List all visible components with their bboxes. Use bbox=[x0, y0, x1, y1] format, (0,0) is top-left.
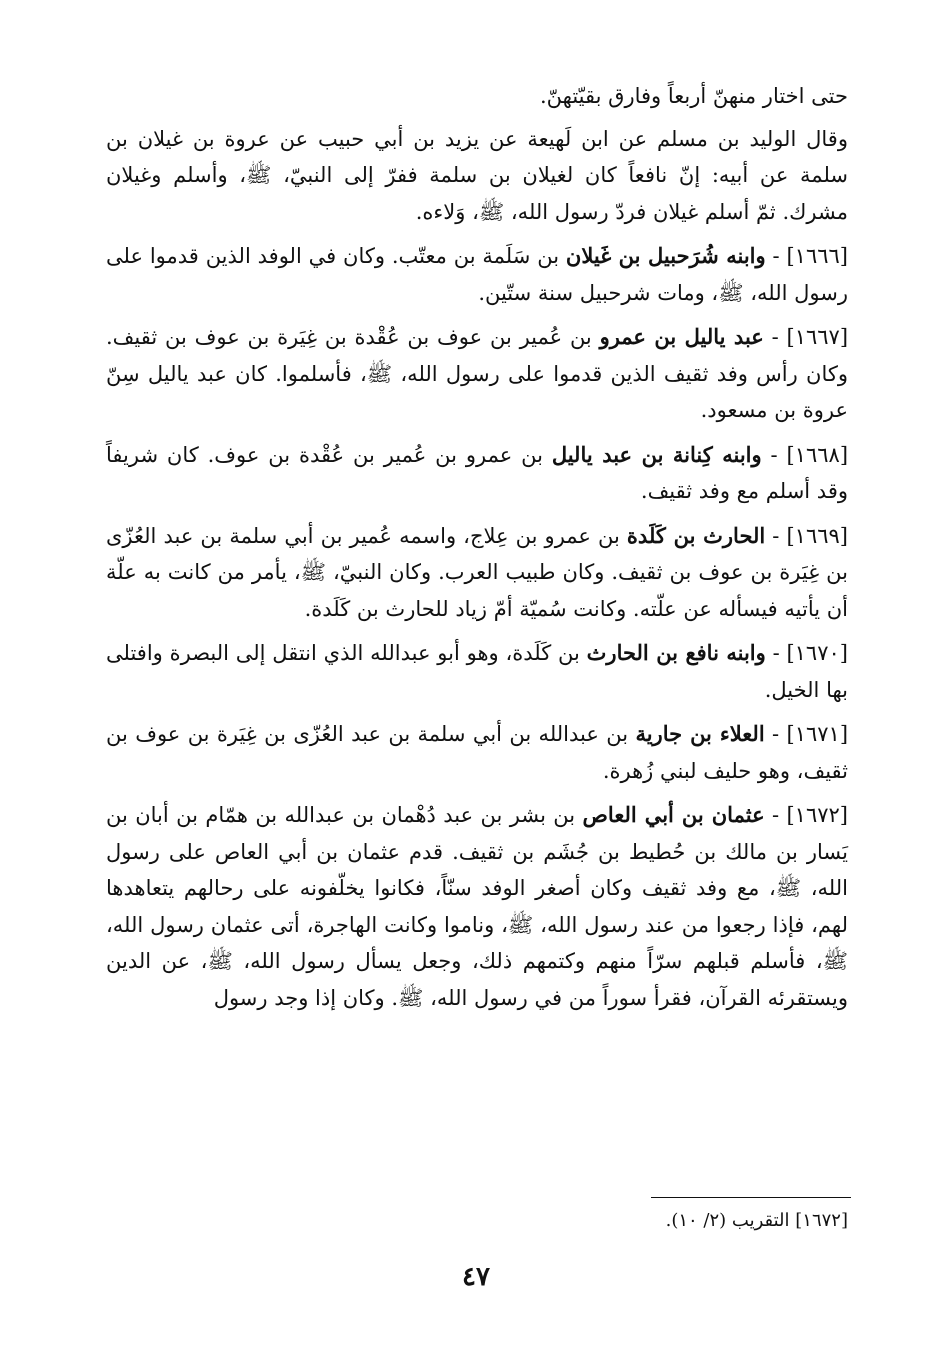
entry-text: بن كَلَدة، وهو أبو عبدالله الذي انتقل إلى البصرة وافتلى بها الخيل. bbox=[106, 641, 848, 702]
entry-text: بن عُمير بن عوف بن عُقْدة بن غِيَرة بن عوف بن ثقيف. وكان رأس وفد ثقيف الذين قدموا على رسول الله، ﷺ، فأسلموا. كان عبد ياليل سِنّ عروة بن مسعود. bbox=[106, 325, 848, 422]
entry-number: [١٦٦٦] - bbox=[765, 244, 848, 268]
entry-1672 bbox=[106, 797, 848, 1016]
entry-text: بن عبدالله بن أبي سلمة بن عبد العُزّى بن غِيَرة بن عوف بن ثقيف، وهو حليف لبني زُهرة. bbox=[106, 722, 848, 783]
entry-name: الحارث بن كَلَدة bbox=[626, 522, 766, 548]
entry-number: [١٦٧١] - bbox=[764, 722, 849, 746]
paragraph-continuation bbox=[106, 78, 848, 115]
entry-number: [١٦٦٩] - bbox=[765, 523, 848, 548]
page-number: ٤٧ bbox=[462, 1262, 490, 1292]
paragraph-text: حتى اختار منهنّ أربعاً وفارق بقيّتهنّ. bbox=[540, 84, 848, 108]
paragraph-text: وقال الوليد بن مسلم عن ابن لَهيعة عن يزيد بن أبي حبيب عن عروة بن غيلان بن سلمة عن أبيه: إنّ نافعاً كان لغيلان بن سلمة ففرّ إلى النبيّ، ﷺ، وأسلم وغيلان مشرك. ثمّ أسلم غيلان فردّ رسول الله، ﷺ، وَلاءه. bbox=[106, 126, 848, 224]
entry-1666 bbox=[106, 238, 848, 311]
entry-number: [١٦٦٧] - bbox=[763, 325, 849, 349]
entry-text: بن عمرو بن عُمير بن عُقْدة بن عوف. كان شريفاً وقد أسلم مع وفد ثقيف. bbox=[106, 442, 848, 503]
entry-name: وابنه نافع بن الحارث bbox=[586, 640, 766, 665]
paragraph-narration bbox=[106, 121, 848, 231]
entry-1670 bbox=[106, 635, 848, 708]
entry-1671 bbox=[106, 716, 848, 789]
footnote bbox=[400, 1208, 848, 1234]
main-text bbox=[106, 78, 848, 1024]
entry-number: [١٦٧٢] - bbox=[764, 803, 848, 827]
entry-1668 bbox=[106, 437, 848, 510]
entry-name: وابنه كِنانة بن عبد ياليل bbox=[551, 441, 762, 467]
entry-name: وابنه شُرَحبيل بن غَيلان bbox=[565, 243, 766, 268]
entry-text: بن عمرو بن عِلاج، واسمه عُمير بن أبي سلمة بن عبد العُزّى بن غِيَرة بن عوف بن ثقيف. وكان طبيب العرب. وكان النبيّ، ﷺ، يأمر من كانت به علّة أن يأتيه فيسأله عن علّته. وكانت سُميّة أمّ زياد للحارث بن كَلَدة. bbox=[106, 523, 848, 621]
entry-1669 bbox=[106, 518, 848, 628]
footnote-text: [١٦٧٢] التقريب (٢/ ١٠). bbox=[665, 1210, 848, 1231]
entry-1667 bbox=[106, 319, 848, 429]
entry-number: [١٦٧٠] - bbox=[765, 641, 848, 665]
entry-name: عبد ياليل بن عمرو bbox=[599, 324, 764, 349]
entry-text: بن سَلَمة بن معتّب. وكان في الوفد الذين قدموا على رسول الله، ﷺ، ومات شرحبيل سنة ستّين. bbox=[106, 244, 848, 305]
footnote-divider bbox=[651, 1197, 851, 1198]
entry-text: بن بشر بن عبد دُهْمان بن عبدالله بن همّام بن أبان بن يَسار بن مالك بن حُطيط بن جُشَم بن ثقيف. قدم عثمان بن أبي العاص على رسول الله، ﷺ، مع وفد ثقيف وكان أصغر الوفد سنّاً، فكانوا يخلّفونه على رحالهم يتعاهدها لهم، فإذا رجعوا من عند رسول الله، ﷺ، وناموا وكانت الهاجرة، أتى عثمان رسول الله، ﷺ، فأسلم قبلهم سرّاً منهم وكتمهم ذلك، وجعل يسأل رسول الله، ﷺ، عن الدين ويستقرئه القرآن، فقرأ سوراً من في رسول الله، ﷺ. وكان إذا وجد رسول bbox=[106, 803, 848, 1010]
entry-name: عثمان بن أبي العاص bbox=[582, 802, 765, 827]
entry-number: [١٦٦٨] - bbox=[761, 442, 849, 467]
entry-name: العلاء بن جارية bbox=[635, 721, 765, 746]
